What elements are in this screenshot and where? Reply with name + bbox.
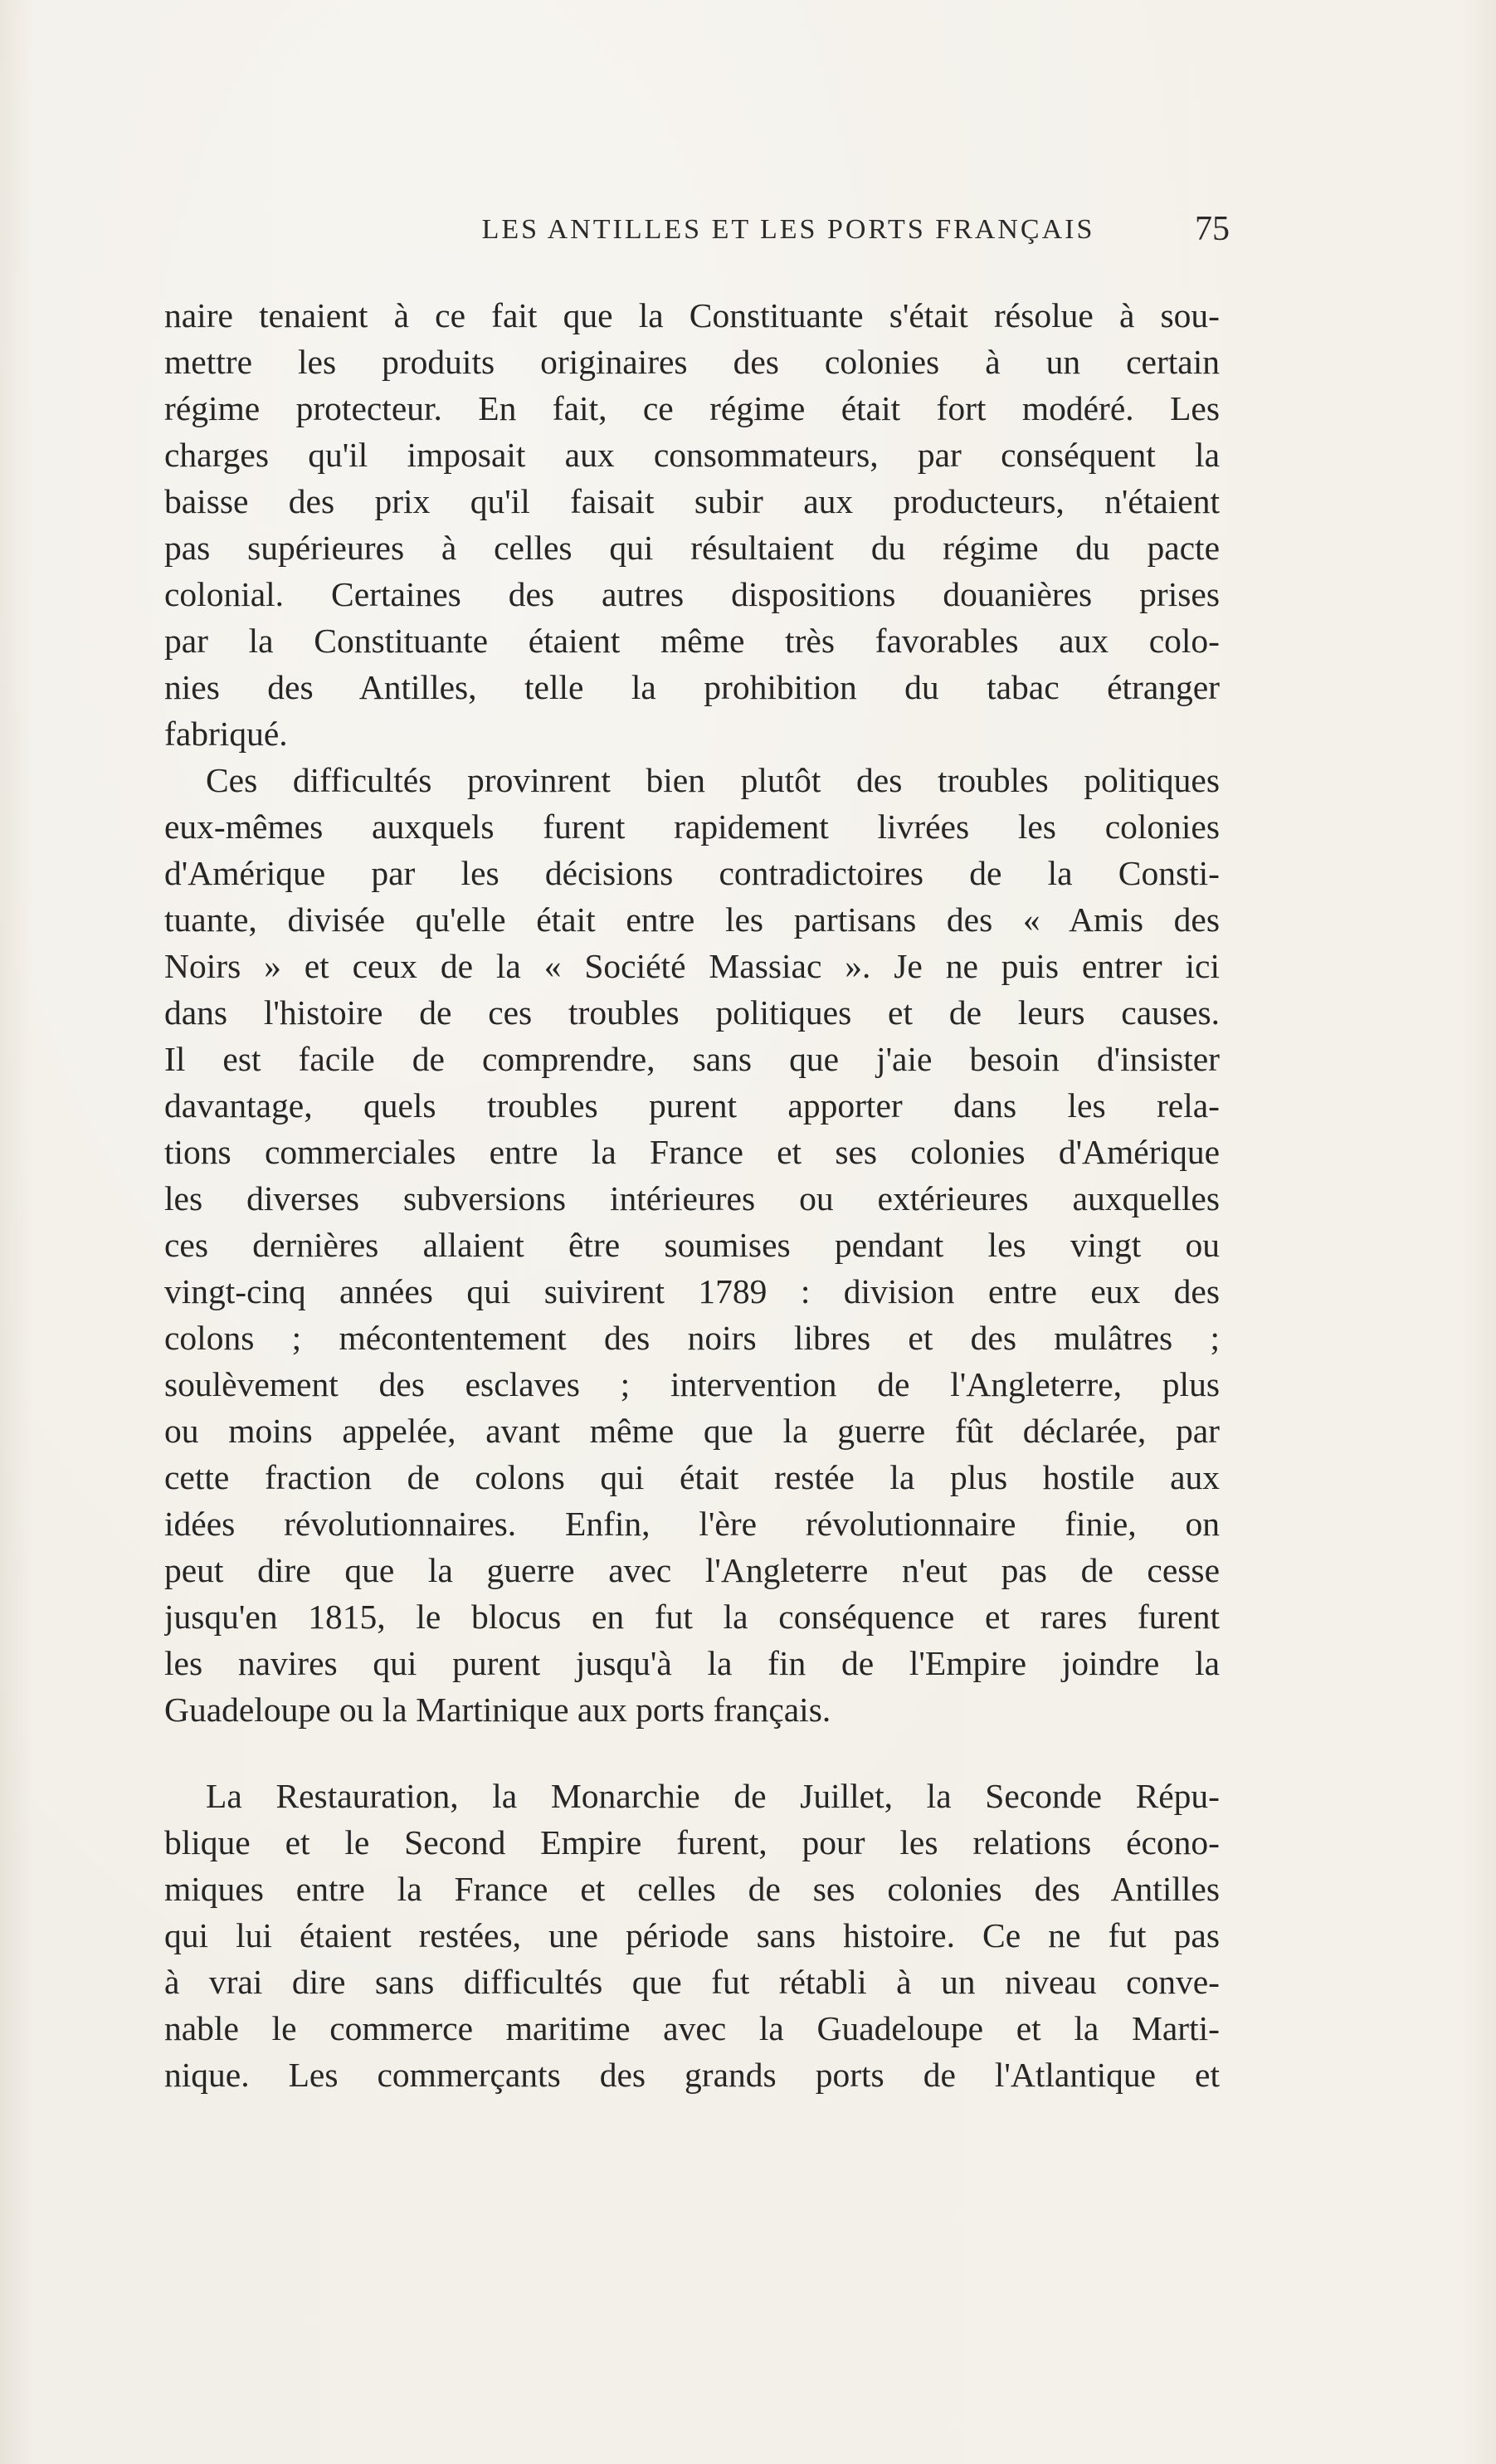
- text-line: tions commerciales entre la France et ses colonies d'Amérique: [164, 1133, 1220, 1171]
- paragraph-2: [164, 757, 1220, 1733]
- text-line: mettre les produits originaires des colonies à un certain: [164, 343, 1220, 381]
- text-line: régime protecteur. En fait, ce régime était fort modéré. Les: [164, 389, 1220, 427]
- text-line: à vrai dire sans difficultés que fut rétabli à un niveau conve-: [164, 1963, 1220, 2001]
- paragraph-3: [164, 1773, 1220, 2098]
- text-line: les diverses subversions intérieures ou extérieures auxquelles: [164, 1179, 1220, 1217]
- text-line: nable le commerce maritime avec la Guadeloupe et la Marti-: [164, 2009, 1220, 2047]
- text-line: naire tenaient à ce fait que la Constituante s'était résolue à sou-: [164, 296, 1220, 334]
- text-line: nique. Les commerçants des grands ports de l'Atlantique et: [164, 2056, 1220, 2094]
- text-line: miques entre la France et celles de ses colonies des Antilles: [164, 1870, 1220, 1908]
- text-line: fabriqué.: [164, 715, 288, 753]
- text-line: Ces difficultés provinrent bien plutôt des troubles politiques: [206, 761, 1220, 799]
- text-line: tuante, divisée qu'elle était entre les partisans des « Amis des: [164, 900, 1220, 939]
- text-line: baisse des prix qu'il faisait subir aux producteurs, n'étaient: [164, 482, 1220, 520]
- text-line: cette fraction de colons qui était restée la plus hostile aux: [164, 1458, 1220, 1496]
- text-line: davantage, quels troubles purent apporter dans les rela-: [164, 1086, 1220, 1125]
- text-line: dans l'histoire de ces troubles politiques et de leurs causes.: [164, 993, 1220, 1032]
- text-line: ces dernières allaient être soumises pendant les vingt ou: [164, 1226, 1220, 1264]
- text-line: Il est facile de comprendre, sans que j'aie besoin d'insister: [164, 1040, 1220, 1078]
- text-line: vingt-cinq années qui suivirent 1789 : division entre eux des: [164, 1272, 1220, 1310]
- text-line: eux-mêmes auxquels furent rapidement livrées les colonies: [164, 808, 1220, 846]
- text-line: les navires qui purent jusqu'à la fin de l'Empire joindre la: [164, 1644, 1220, 1682]
- running-title: LES ANTILLES ET LES PORTS FRANÇAIS: [481, 214, 1095, 245]
- text-line: nies des Antilles, telle la prohibition du tabac étranger: [164, 668, 1220, 706]
- text-line: pas supérieures à celles qui résultaient du régime du pacte: [164, 529, 1220, 567]
- text-line: colonial. Certaines des autres dispositions douanières prises: [164, 575, 1220, 613]
- text-line: ou moins appelée, avant même que la guerre fût déclarée, par: [164, 1412, 1220, 1450]
- text-line: La Restauration, la Monarchie de Juillet, la Seconde Répu-: [206, 1777, 1220, 1815]
- text-line: jusqu'en 1815, le blocus en fut la conséquence et rares furent: [164, 1598, 1220, 1636]
- text-line: par la Constituante étaient même très favorables aux colo-: [164, 622, 1220, 660]
- text-line: Noirs » et ceux de la « Société Massiac ». Je ne puis entrer ici: [164, 947, 1220, 985]
- text-line: idées révolutionnaires. Enfin, l'ère révolutionnaire finie, on: [164, 1505, 1220, 1543]
- text-line: d'Amérique par les décisions contradictoires de la Consti-: [164, 854, 1220, 892]
- text-line: colons ; mécontentement des noirs libres et des mulâtres ;: [164, 1319, 1220, 1357]
- page-number: 75: [1195, 210, 1230, 248]
- text-line: peut dire que la guerre avec l'Angleterre n'eut pas de cesse: [164, 1551, 1220, 1589]
- text-line: qui lui étaient restées, une période sans histoire. Ce ne fut pas: [164, 1916, 1220, 1954]
- paragraph-1: [164, 292, 1220, 757]
- text-line: soulèvement des esclaves ; intervention de l'Angleterre, plus: [164, 1365, 1220, 1403]
- text-line: blique et le Second Empire furent, pour les relations écono-: [164, 1823, 1220, 1861]
- text-line: Guadeloupe ou la Martinique aux ports français.: [164, 1691, 831, 1729]
- text-line: charges qu'il imposait aux consommateurs, par conséquent la: [164, 436, 1220, 474]
